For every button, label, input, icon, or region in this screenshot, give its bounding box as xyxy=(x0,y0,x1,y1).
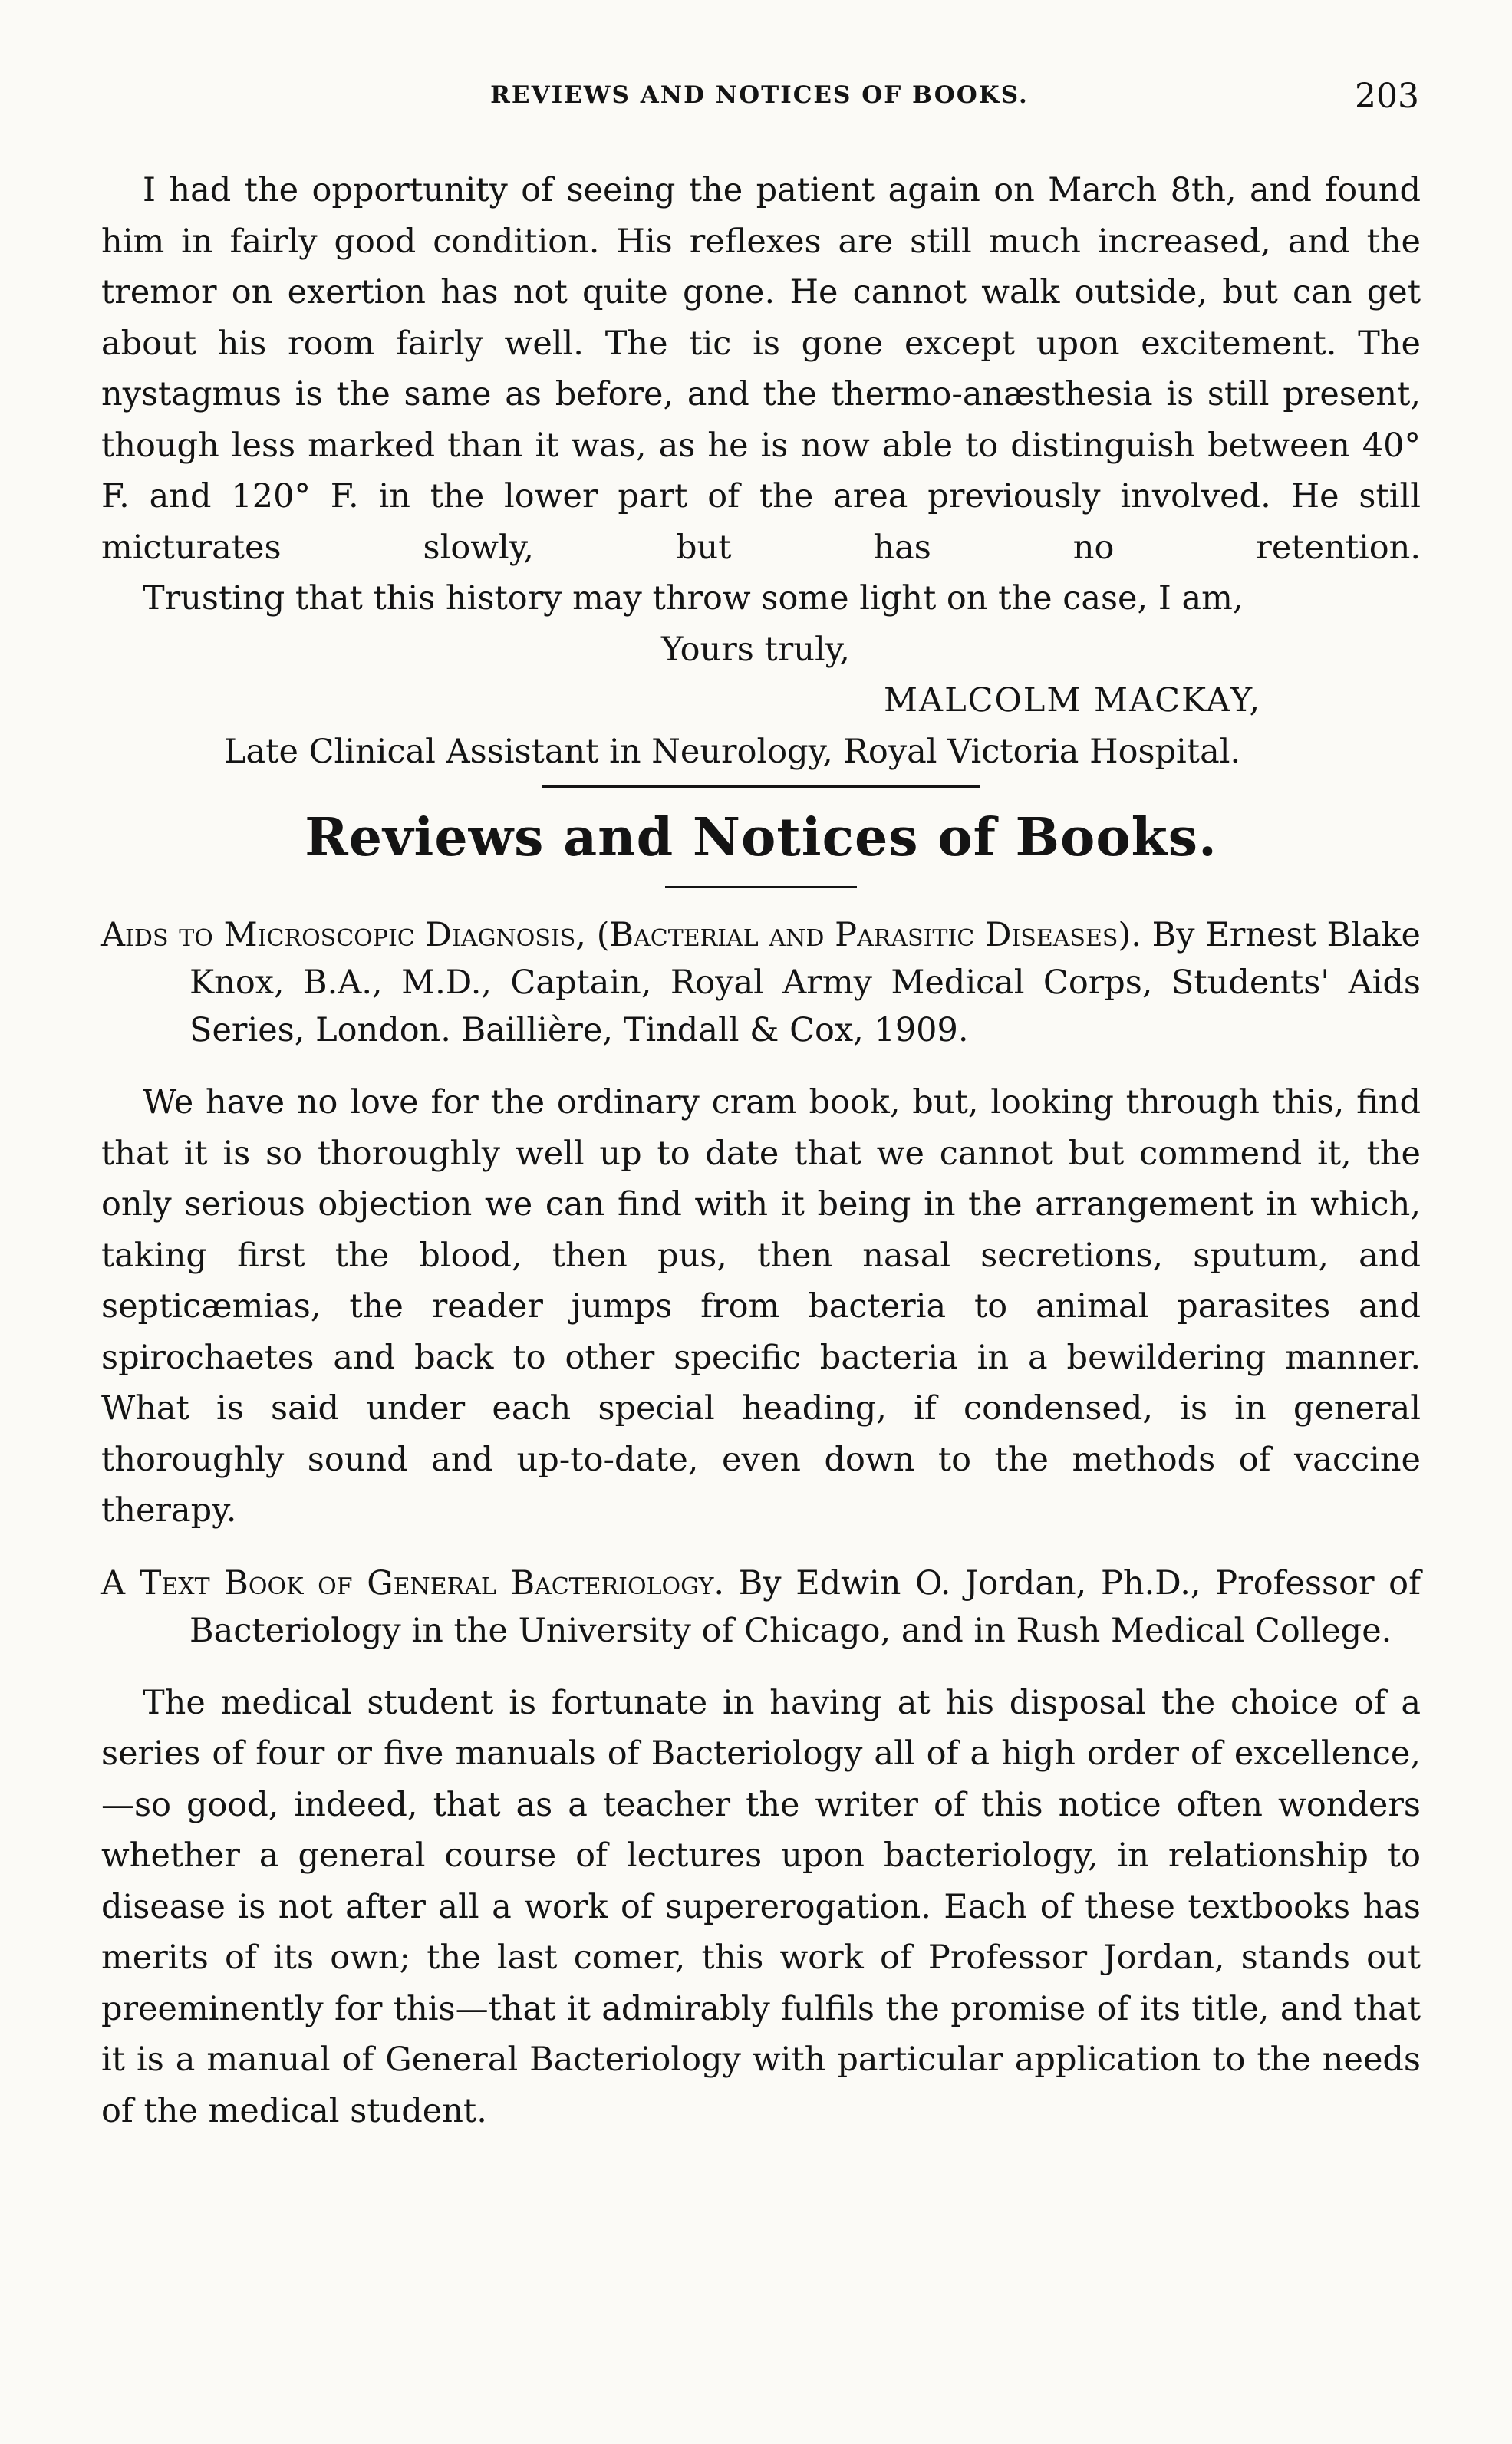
section-heading: Reviews and Notices of Books. xyxy=(305,807,1217,868)
letter-paragraph: Trusting that this history may throw some light on the case, I am, xyxy=(143,579,1244,618)
book-title-text: A Text Book of General Bacteriology. xyxy=(101,1563,725,1602)
review-body: We have no love for the ordinary cram book, but, looking through this, find that it is so thoroughly well up to date that we cannot but commend it, the only serious objection we can find with it being in the arrangement in which, taking first the blood, then pus, then nasal secretions, sputum, and septicæmias, the reader jumps from bacteria to animal parasites and spirochaetes and back to other specific bacteria in a bewildering manner. What is said under each special heading, if condensed, is in general thoroughly sound and up-to-date, even down to the methods of vaccine therapy. xyxy=(101,1083,1421,1530)
review-book-title xyxy=(101,911,1421,1054)
letter-signature: MALCOLM MACKAY, xyxy=(884,681,1262,720)
page-header xyxy=(100,77,1419,123)
letter-paragraph: I had the opportunity of seeing the patient again on March 8th, and found him in fairly good condition. His reflexes are still much increased, and the tremor on exertion has not quite gone. He cannot walk outside, but can get about his room fairly well. The tic is gone except upon excitement. The nystagmus is the same as before, and the thermo-anæsthesia is still present, though less marked than it was, as he is now able to distinguish between 40° F. and 120° F. in the lower part of the area previously involved. He still micturates slowly, but has no retention. xyxy=(101,171,1421,567)
review-body: The medical student is fortunate in having at his disposal the choice of a series of four or five manuals of Bacteriology all of a high order of excellence,—so good, indeed, that as a teacher the writer of this notice often wonders whether a general course of lectures upon bacteriology, in relationship to disease is not after all a work of supererogation. Each of these textbooks has merits of its own; the last comer, this work of Professor Jordan, stands out preeminently for this—that it admirably fulfils the promise of its title, and that it is a manual of General Bacteriology with particular application to the needs of the medical student. xyxy=(101,1683,1421,2130)
book-title-text: Aids to Microscopic Diagnosis, (Bacterial and Parasitic Diseases). xyxy=(101,916,1141,954)
section-divider xyxy=(542,785,980,788)
book-details: By Ernest Blake Knox, B.A., M.D., Captain, Royal Army Medical Corps, Students' Aids Series, London. Baillière, Tindall & Cox, 1909. xyxy=(189,916,1421,1049)
letter-closing-block xyxy=(101,624,1421,778)
letter-closing: Yours truly, xyxy=(661,630,851,669)
letter-signature-title: Late Clinical Assistant in Neurology, Royal Victoria Hospital. xyxy=(224,732,1241,771)
heading-underline xyxy=(665,886,857,888)
running-head: REVIEWS AND NOTICES OF BOOKS. xyxy=(490,81,1029,109)
review-book-title xyxy=(101,1560,1421,1655)
book-details: By Edwin O. Jordan, Ph.D., Professor of Bacteriology in the University of Chicago, and in Rush Medical College. xyxy=(189,1563,1421,1650)
page-number: 203 xyxy=(1355,77,1419,116)
letter-section xyxy=(101,165,1421,2136)
